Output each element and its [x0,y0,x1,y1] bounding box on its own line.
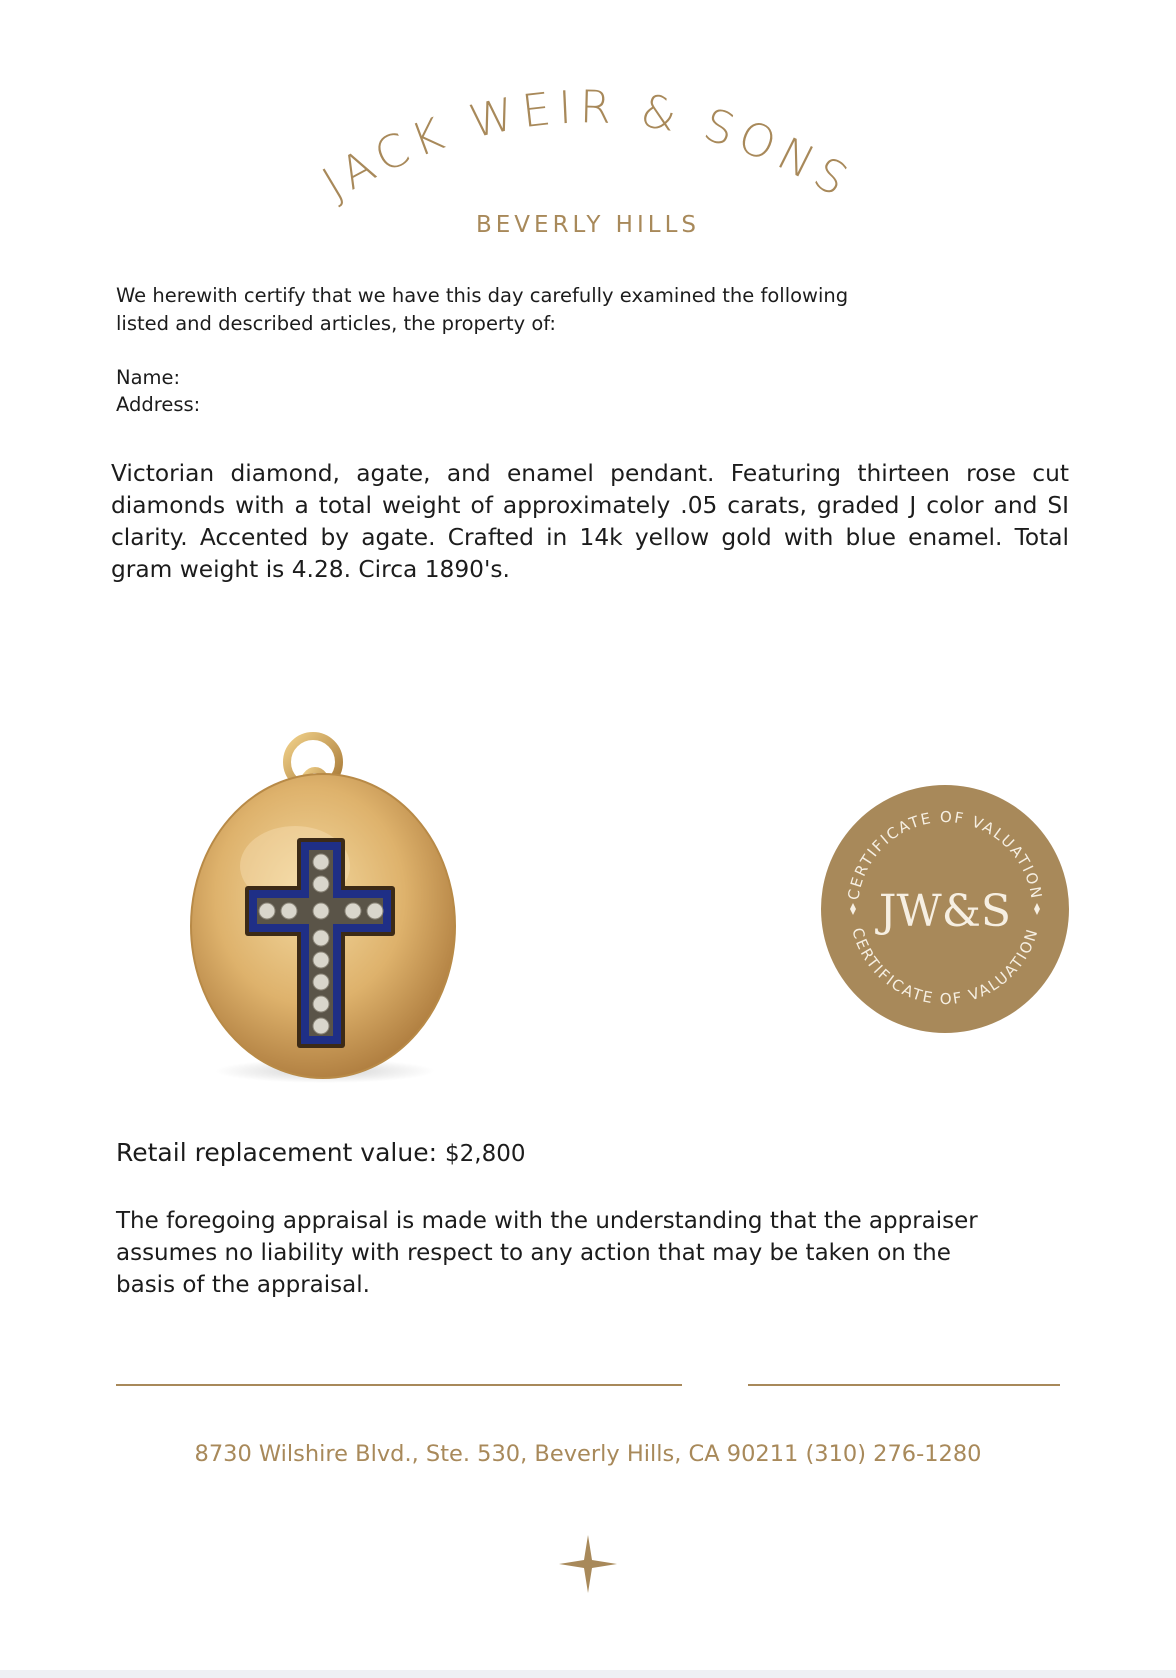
date-line [748,1384,1060,1386]
pendant-image [185,726,475,1086]
retail-value-line [116,1138,525,1167]
retail-value-amount: $2,800 [445,1141,526,1167]
signature-line [116,1384,682,1386]
seal-monogram: JW&S [878,886,1012,937]
seal-ring-text-top: CERTIFICATE OF VALUATION [844,807,1046,902]
seal-ring-text-bottom: CERTIFICATE OF VALUATION [848,925,1042,1009]
footer-address: 8730 Wilshire Blvd., Ste. 530, Beverly Hills, CA 90211 (310) 276-1280 [194,1441,982,1467]
appraisal-disclaimer: The foregoing appraisal is made with the understanding that the appraiser assumes no liability with respect to any action that may be taken on the basis of the appraisal. [116,1208,978,1298]
star-icon [559,1535,617,1593]
owner-address-label: Address: [116,393,201,416]
certification-intro: We herewith certify that we have this day carefully examined the following listed and described articles, the property of: [116,284,849,335]
certificate-seal [820,784,1070,1034]
brand-name: JACK WEIR & SONS [313,80,863,211]
page-bottom-strip [0,1670,1176,1678]
retail-value-label: Retail replacement value: [116,1138,437,1167]
owner-name-label: Name: [116,366,181,389]
item-description: Victorian diamond, agate, and enamel pendant. Featuring thirteen rose cut diamonds with a total weight of approximately .05 carats, graded J color and SI clarity. Accented by agate. Crafted in 14k yellow gold with blue enamel. Total gram weight is 4.28. Circa 1890's. [111,460,1069,583]
location-subtitle: BEVERLY HILLS [476,212,700,238]
